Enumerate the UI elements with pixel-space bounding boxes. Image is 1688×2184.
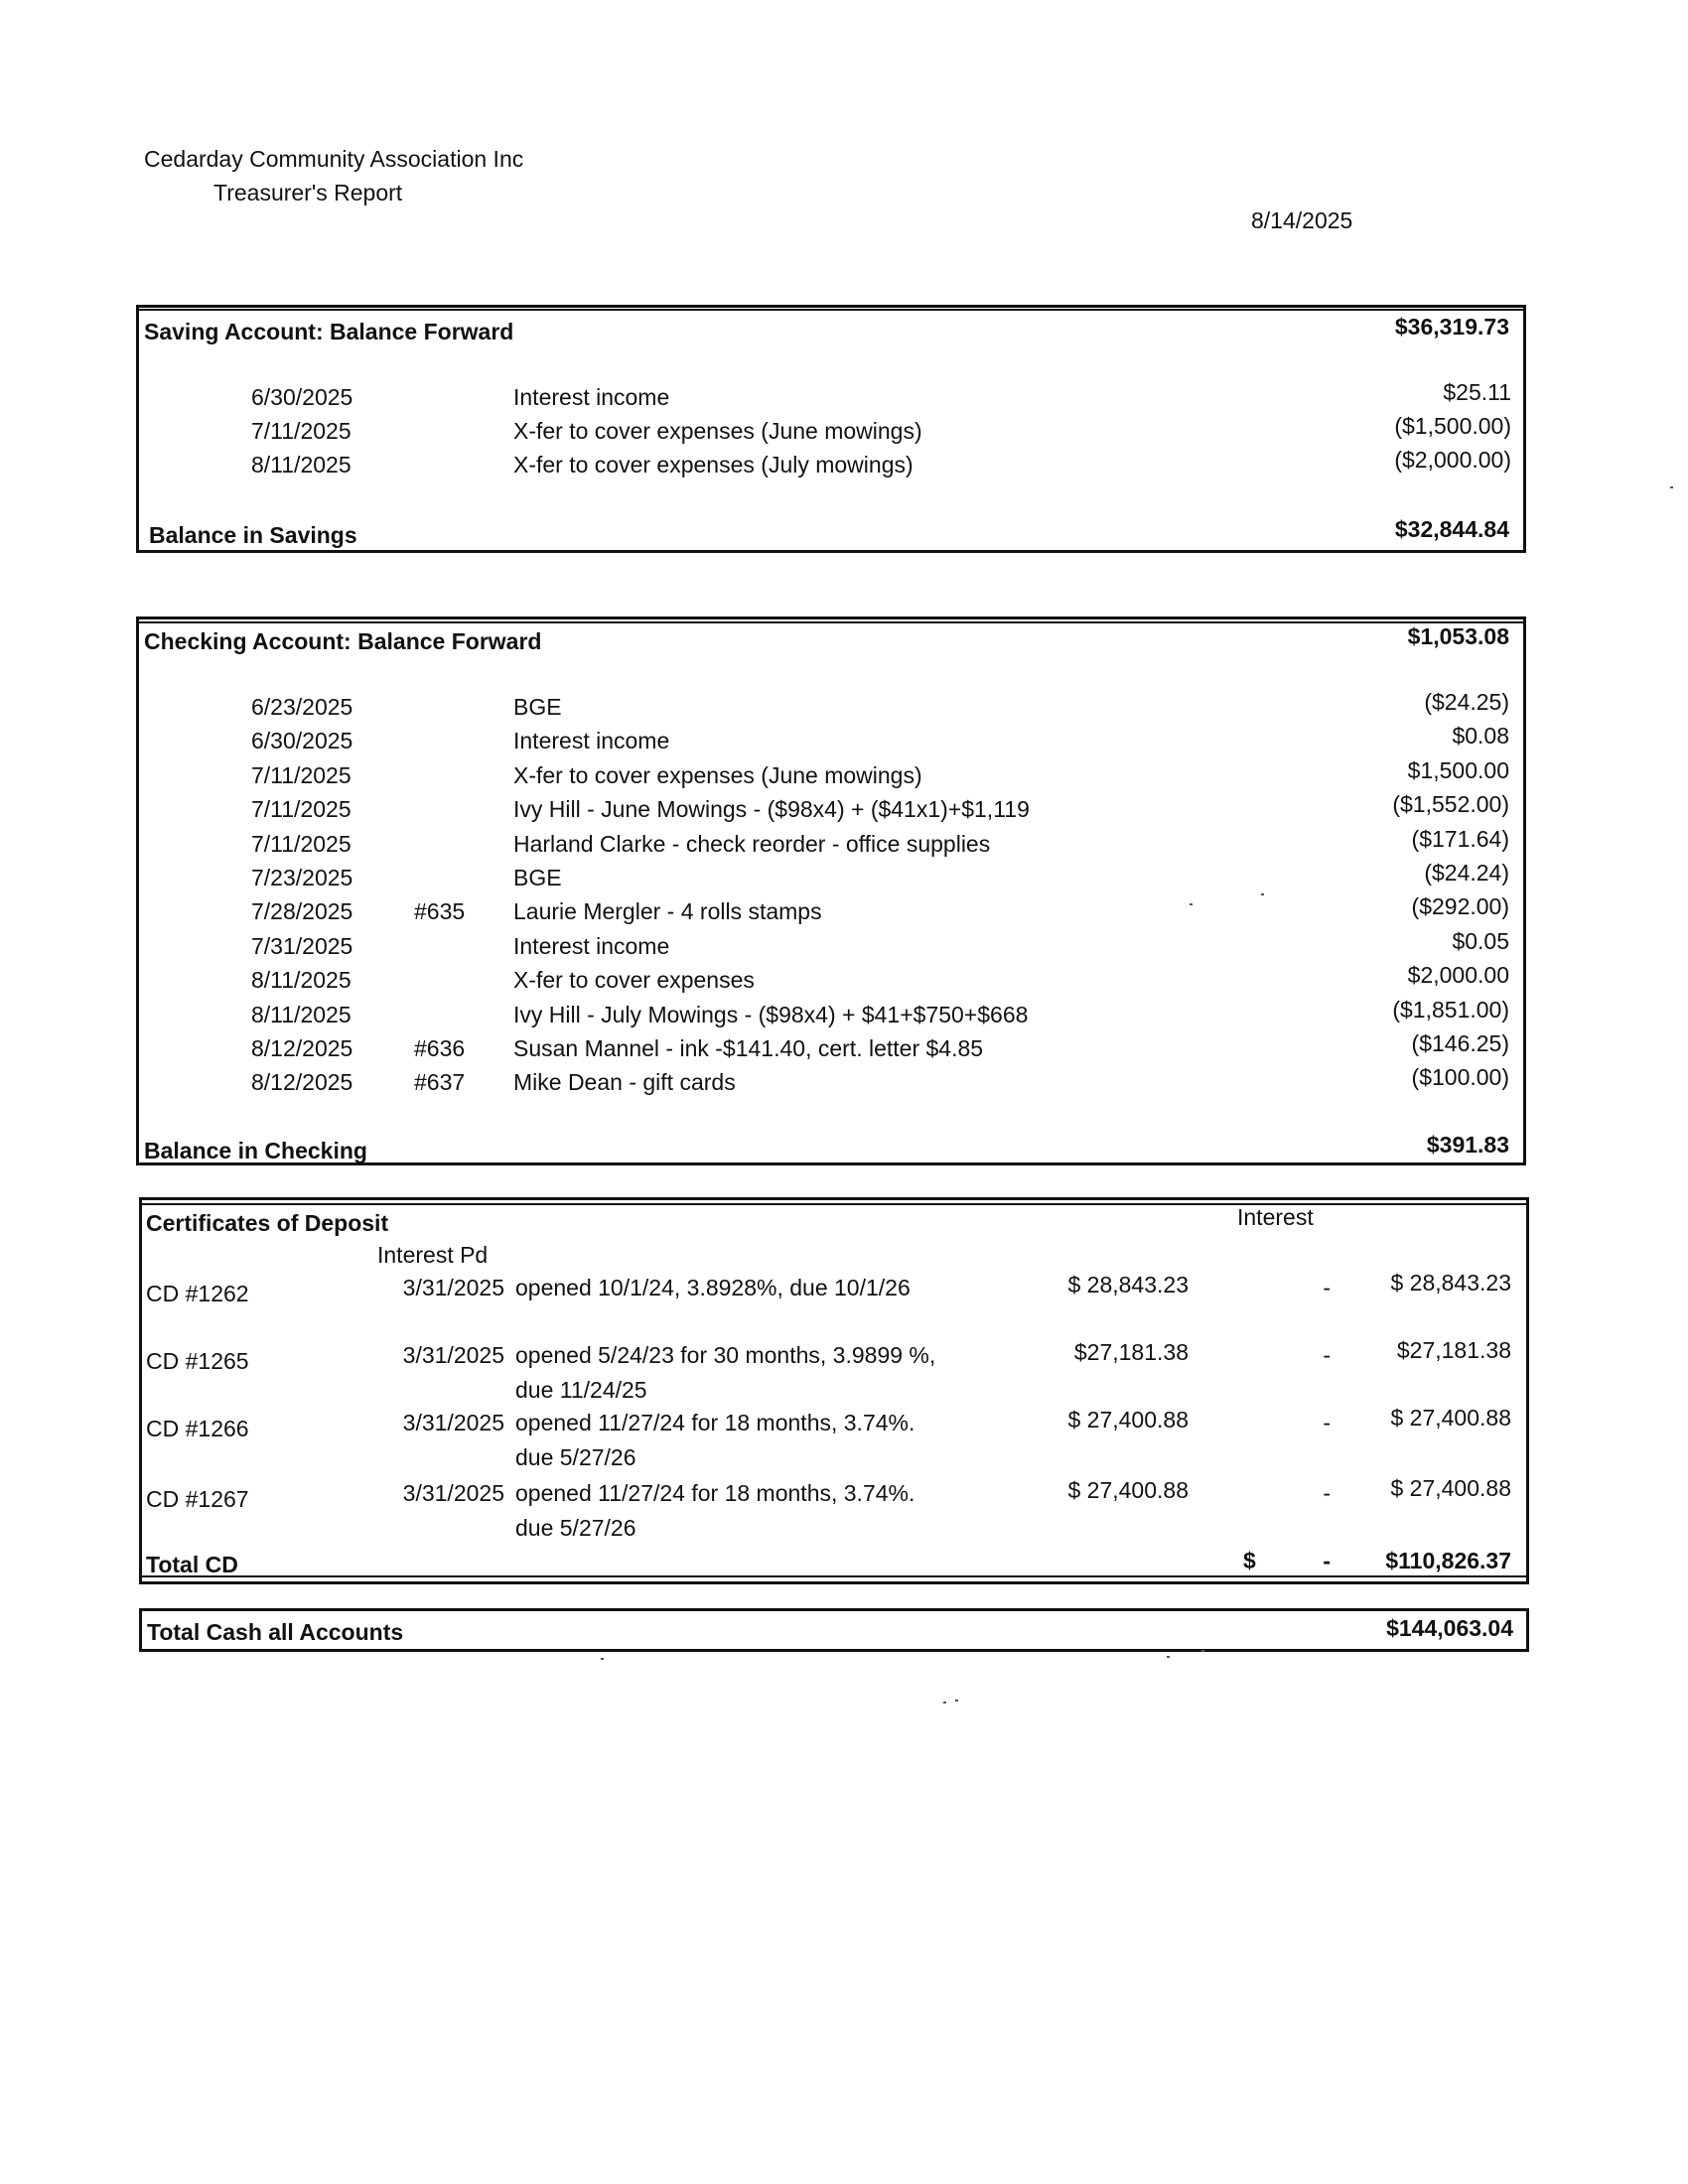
cd-due-date: due 5/27/26 <box>515 1444 636 1470</box>
transaction-amount: ($24.24) <box>1424 860 1509 886</box>
check-number: #637 <box>414 1069 466 1096</box>
cd-name: CD #1265 <box>146 1348 249 1374</box>
transaction-date: 7/11/2025 <box>251 761 352 788</box>
organization-name: Cedarday Community Association Inc <box>144 146 524 172</box>
cd-due-date: due 11/24/25 <box>515 1377 647 1403</box>
cd-name: CD #1266 <box>146 1416 249 1441</box>
cd-interest-paid-date: 3/31/2025 <box>402 1480 504 1506</box>
transaction-date: 6/30/2025 <box>251 384 353 410</box>
cd-total: $ 27,400.88 <box>1390 1405 1511 1431</box>
transaction-date: 7/11/2025 <box>251 418 352 444</box>
transaction-description: Interest income <box>513 384 670 410</box>
report-title: Treasurer's Report <box>213 180 403 205</box>
transaction-description: Interest income <box>513 728 670 754</box>
transaction-description: X-fer to cover expenses (July mowings) <box>513 452 914 478</box>
transaction-amount: ($24.25) <box>1424 689 1509 715</box>
cd-interest-col-label: Interest <box>1237 1204 1314 1230</box>
transaction-date: 8/11/2025 <box>251 967 352 994</box>
transaction-amount: ($1,552.00) <box>1392 791 1509 818</box>
cd-interest: - <box>1323 1410 1331 1435</box>
cd-description: opened 11/27/24 for 18 months, 3.74%. <box>515 1480 915 1506</box>
savings-balance-forward: $36,319.73 <box>1394 314 1509 340</box>
transaction-amount: ($2,000.00) <box>1394 447 1511 473</box>
cd-interest: - <box>1323 1275 1331 1300</box>
transaction-amount: ($100.00) <box>1411 1064 1509 1091</box>
checking-balance-forward: $1,053.08 <box>1407 623 1509 649</box>
transaction-description: X-fer to cover expenses (June mowings) <box>513 761 922 788</box>
checking-balance-label: Balance in Checking <box>144 1138 367 1163</box>
cd-interest-paid-date: 3/31/2025 <box>402 1275 504 1300</box>
savings-title: Saving Account: Balance Forward <box>144 319 514 344</box>
cd-interest-paid-date: 3/31/2025 <box>402 1410 504 1435</box>
transaction-date: 8/12/2025 <box>251 1069 353 1096</box>
transaction-description: Laurie Mergler - 4 rolls stamps <box>513 898 822 925</box>
cd-interest: - <box>1323 1342 1331 1368</box>
transaction-date: 7/31/2025 <box>251 932 353 959</box>
cd-total: $27,181.38 <box>1396 1337 1511 1363</box>
transaction-description: Ivy Hill - June Mowings - ($98x4) + ($41x1)+$1,119 <box>513 796 1030 823</box>
transaction-date: 7/11/2025 <box>251 830 352 857</box>
cd-name: CD #1262 <box>146 1281 249 1306</box>
transaction-description: Mike Dean - gift cards <box>513 1069 736 1096</box>
savings-balance: $32,844.84 <box>1394 516 1509 542</box>
transaction-amount: ($1,500.00) <box>1394 413 1511 439</box>
transaction-date: 6/23/2025 <box>251 694 353 720</box>
cd-principal: $ 27,400.88 <box>1067 1477 1189 1503</box>
transaction-description: BGE <box>513 865 562 890</box>
cd-total-interest: - <box>1323 1548 1331 1573</box>
checking-balance: $391.83 <box>1426 1132 1509 1158</box>
transaction-date: 7/28/2025 <box>251 898 353 925</box>
cd-principal: $ 28,843.23 <box>1067 1272 1189 1297</box>
cd-due-date: due 5/27/26 <box>515 1515 636 1541</box>
transaction-description: Harland Clarke - check reorder - office supplies <box>513 830 991 857</box>
cd-description: opened 5/24/23 for 30 months, 3.9899 %, <box>515 1342 936 1368</box>
transaction-description: BGE <box>513 694 562 720</box>
transaction-amount: $0.08 <box>1452 723 1509 750</box>
total-cash-label: Total Cash all Accounts <box>147 1619 404 1645</box>
cd-interest-pd-label: Interest Pd <box>377 1242 489 1268</box>
cd-total-interest-sign: $ <box>1243 1548 1256 1573</box>
check-number: #636 <box>414 1035 466 1061</box>
transaction-date: 7/23/2025 <box>251 865 353 890</box>
transaction-description: X-fer to cover expenses <box>513 967 755 994</box>
cd-interest-paid-date: 3/31/2025 <box>402 1342 504 1368</box>
transaction-date: 6/30/2025 <box>251 728 353 754</box>
check-number: #635 <box>414 898 466 925</box>
transaction-amount: ($146.25) <box>1411 1030 1509 1056</box>
cd-total-label: Total CD <box>146 1552 238 1577</box>
transaction-amount: ($171.64) <box>1411 825 1509 852</box>
transaction-date: 7/11/2025 <box>251 796 352 823</box>
cd-total: $ 27,400.88 <box>1390 1475 1511 1501</box>
cd-total: $110,826.37 <box>1385 1548 1511 1573</box>
transaction-date: 8/11/2025 <box>251 1001 352 1027</box>
transaction-amount: $2,000.00 <box>1407 962 1509 989</box>
transaction-description: Interest income <box>513 932 670 959</box>
cd-interest: - <box>1323 1480 1331 1506</box>
cd-description: opened 11/27/24 for 18 months, 3.74%. <box>515 1410 915 1435</box>
transaction-amount: ($292.00) <box>1411 893 1509 920</box>
transaction-amount: ($1,851.00) <box>1392 996 1509 1023</box>
transaction-amount: $0.05 <box>1452 927 1509 954</box>
transaction-amount: $1,500.00 <box>1407 756 1509 783</box>
cd-total: $ 28,843.23 <box>1390 1270 1511 1296</box>
transaction-description: Ivy Hill - July Mowings - ($98x4) + $41+$750+$668 <box>513 1001 1029 1027</box>
transaction-description: X-fer to cover expenses (June mowings) <box>513 418 922 444</box>
transaction-description: Susan Mannel - ink -$141.40, cert. letter $4.85 <box>513 1035 984 1061</box>
cd-description: opened 10/1/24, 3.8928%, due 10/1/26 <box>515 1275 911 1300</box>
savings-balance-label: Balance in Savings <box>149 522 357 548</box>
transaction-date: 8/11/2025 <box>251 452 352 478</box>
transaction-amount: $25.11 <box>1443 379 1511 405</box>
transaction-date: 8/12/2025 <box>251 1035 353 1061</box>
cd-section <box>139 1197 1529 1584</box>
checking-title: Checking Account: Balance Forward <box>144 628 542 654</box>
cd-name: CD #1267 <box>146 1486 249 1512</box>
cd-principal: $27,181.38 <box>1073 1339 1189 1365</box>
report-date: 8/14/2025 <box>1251 207 1353 233</box>
cd-principal: $ 27,400.88 <box>1067 1407 1189 1433</box>
cd-title: Certificates of Deposit <box>146 1210 389 1236</box>
total-cash-value: $144,063.04 <box>1386 1615 1513 1641</box>
